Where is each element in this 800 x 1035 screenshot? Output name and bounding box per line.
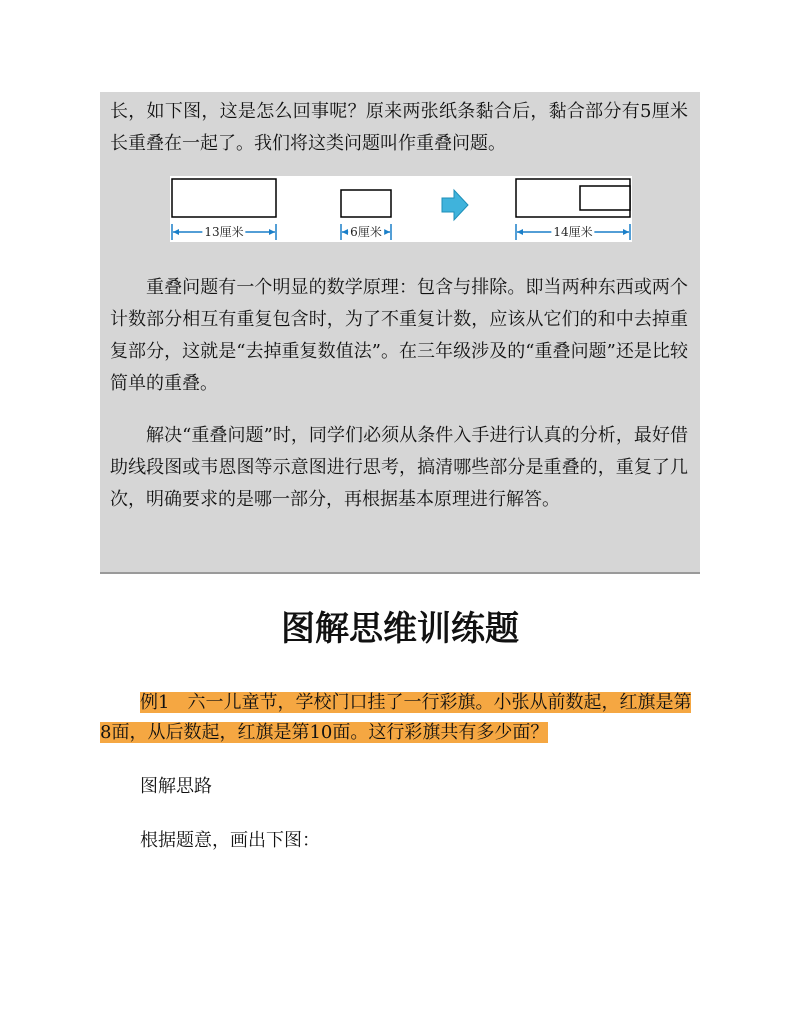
strip-6cm-label: 6厘米	[350, 225, 382, 239]
strip-diagram	[170, 176, 632, 242]
intro-paragraph-2: 重叠问题有一个明显的数学原理：包含与排除。即当两种东西或两个计数部分相互有重复包含时，为了不重复计数，应该从它们的和中去掉重复部分，这就是“去掉重复数值法”。在三年级涉及的“重叠问题”还是比较简单的重叠。	[110, 277, 688, 394]
example-1-highlight: 例1 六一儿童节，学校门口挂了一行彩旗。小张从前数起，红旗是第8面，从后数起，红旗是第10面。这行彩旗共有多少面？	[100, 692, 692, 743]
section-title: 图解思维训练题	[281, 609, 519, 649]
solution-heading: 图解思路	[140, 776, 212, 797]
combined-strip-inner	[580, 186, 630, 210]
solution-text: 根据题意，画出下图：	[140, 830, 320, 851]
right-arrow-icon	[442, 190, 468, 220]
strip-13cm	[172, 179, 276, 217]
intro-paragraph-1: 长，如下图，这是怎么回事呢？原来两张纸条黏合后，黏合部分有5厘米长重叠在一起了。我们将这类问题叫作重叠问题。	[110, 101, 688, 154]
combined-14cm-label: 14厘米	[553, 225, 593, 239]
strip-6cm	[341, 190, 391, 217]
intro-paragraph-3: 解决“重叠问题”时，同学们必须从条件入手进行认真的分析，最好借助线段图或韦恩图等示意图进行思考，搞清哪些部分是重叠的，重复了几次，明确要求的是哪一部分，再根据基本原理进行解答。	[110, 425, 688, 510]
example-1	[100, 688, 700, 748]
strip-13cm-label: 13厘米	[204, 225, 244, 239]
